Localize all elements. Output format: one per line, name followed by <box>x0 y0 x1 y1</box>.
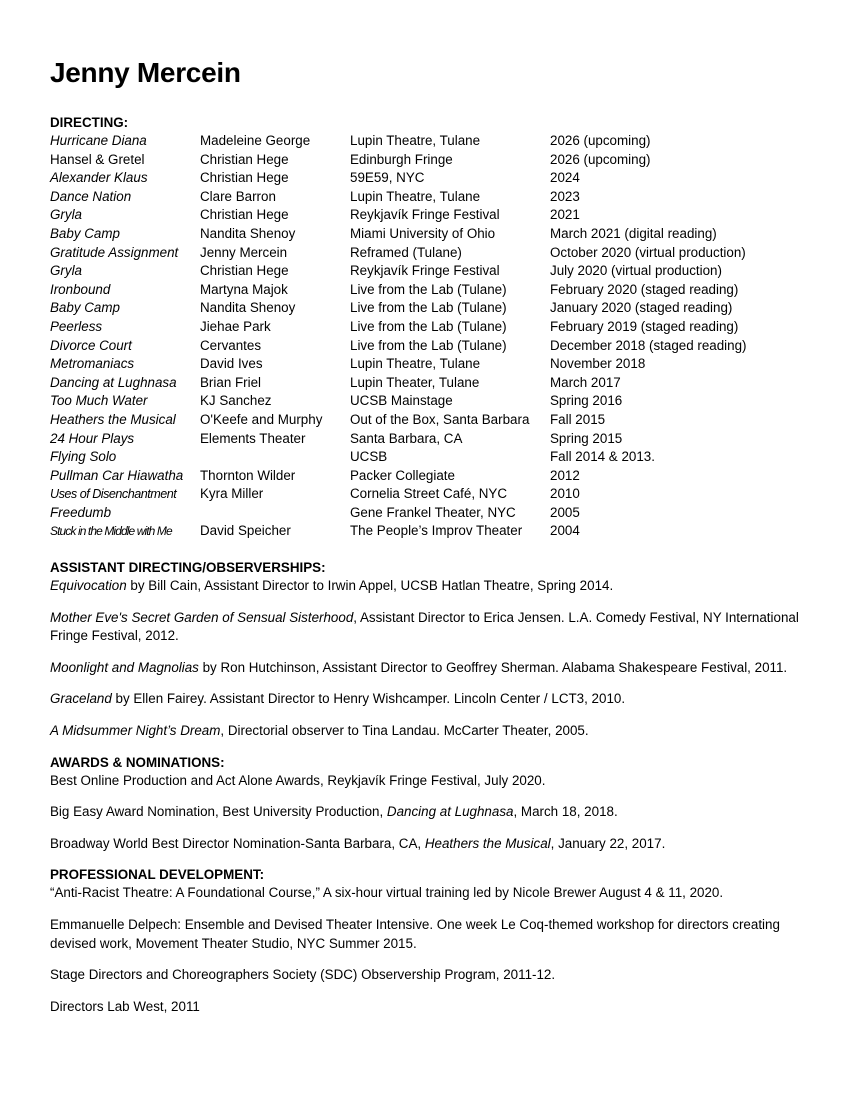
assistant-directing-entry <box>50 722 810 741</box>
production-venue: Out of the Box, Santa Barbara <box>350 411 530 427</box>
production-title: Freedumb <box>50 504 112 520</box>
production-title: Pullman Car Hiawatha <box>50 467 184 483</box>
production-venue: Miami University of Ohio <box>350 225 496 241</box>
entry-details: by Bill Cain, Assistant Director to Irwin Appel, UCSB Hatlan Theatre, Spring 2014. <box>126 578 614 594</box>
directing-row <box>50 188 747 207</box>
directing-row <box>50 262 747 281</box>
production-date: 2026 (upcoming) <box>550 151 651 167</box>
production-writer: Jenny Mercein <box>200 244 288 260</box>
directing-row <box>50 411 747 430</box>
production-date: Spring 2016 <box>550 393 623 409</box>
production-date: July 2020 (virtual production) <box>550 263 722 279</box>
award-entry <box>50 803 810 822</box>
production-date: 2012 <box>550 467 580 483</box>
award-entry <box>50 835 810 854</box>
directing-table <box>50 132 747 541</box>
entry-title: Moonlight and Magnolias <box>50 659 199 675</box>
production-writer: David Ives <box>200 356 263 372</box>
production-title: Hurricane Diana <box>50 133 147 148</box>
award-production: Dancing at Lughnasa <box>386 804 514 820</box>
production-title: Alexander Klaus <box>50 170 148 186</box>
production-venue: 59E59, NYC <box>350 170 425 186</box>
directing-row <box>50 392 747 411</box>
development-entry: Emmanuelle Delpech: Ensemble and Devised Theater Intensive. One week Le Coq-themed workshop for directors creating devised work, Movement Theater Studio, NYC Summer 2015. <box>50 917 780 951</box>
production-title: Metromaniacs <box>50 356 135 372</box>
entry-title: Equivocation <box>50 578 127 594</box>
production-date: 2010 <box>550 486 580 502</box>
production-venue: Lupin Theatre, Tulane <box>350 133 481 148</box>
production-date: 2005 <box>550 504 580 520</box>
production-venue: Lupin Theatre, Tulane <box>350 356 481 372</box>
directing-row <box>50 448 747 467</box>
directing-row <box>50 132 747 151</box>
award-date: , March 18, 2018. <box>513 804 618 820</box>
production-venue: Live from the Lab (Tulane) <box>350 281 507 297</box>
production-venue: UCSB Mainstage <box>350 393 453 409</box>
production-venue: Live from the Lab (Tulane) <box>350 300 507 316</box>
assistant-directing-entry <box>50 690 810 709</box>
production-date: Spring 2015 <box>550 430 623 446</box>
production-date: February 2020 (staged reading) <box>550 281 739 297</box>
resume-name: Jenny Mercein <box>50 57 241 88</box>
professional-development-heading: PROFESSIONAL DEVELOPMENT: <box>50 867 265 883</box>
production-writer: Christian Hege <box>200 170 289 186</box>
assistant-directing-entry <box>50 659 810 678</box>
production-date: October 2020 (virtual production) <box>550 244 746 260</box>
directing-row <box>50 504 747 523</box>
production-venue: Lupin Theater, Tulane <box>350 374 480 390</box>
production-venue: Live from the Lab (Tulane) <box>350 318 507 334</box>
production-writer: Jiehae Park <box>200 318 271 334</box>
production-title: Gryla <box>50 207 82 223</box>
production-title: Baby Camp <box>50 225 120 241</box>
production-writer <box>200 504 350 523</box>
production-title: Too Much Water <box>50 393 148 409</box>
production-title: 24 Hour Plays <box>50 430 135 446</box>
production-date: 2026 (upcoming) <box>550 133 651 148</box>
production-writer: Christian Hege <box>200 207 289 223</box>
entry-details: , Directorial observer to Tina Landau. McCarter Theater, 2005. <box>220 723 589 739</box>
assistant-directing-entry <box>50 609 810 646</box>
production-date: Fall 2014 & 2013. <box>550 449 655 465</box>
directing-row <box>50 374 747 393</box>
entry-details: by Ellen Fairey. Assistant Director to Henry Wishcamper. Lincoln Center / LCT3, 2010. <box>111 691 626 707</box>
production-writer: Cervantes <box>200 337 262 353</box>
production-venue: Reframed (Tulane) <box>350 244 462 260</box>
production-date: 2021 <box>550 207 580 223</box>
entry-title: A Midsummer Night’s Dream <box>50 723 221 739</box>
production-writer: Christian Hege <box>200 263 289 279</box>
production-date: March 2017 <box>550 374 621 390</box>
production-title: Gryla <box>50 263 82 279</box>
entry-title: Graceland <box>50 691 112 707</box>
assistant-directing-heading: ASSISTANT DIRECTING/OBSERVERSHIPS: <box>50 560 326 576</box>
production-writer: Brian Friel <box>200 374 262 390</box>
production-writer <box>200 448 350 467</box>
production-title: Stuck in the Middle with Me <box>50 524 172 539</box>
award-entry <box>50 772 810 791</box>
production-title: Dancing at Lughnasa <box>50 374 177 390</box>
production-writer: Clare Barron <box>200 188 276 204</box>
directing-row <box>50 355 747 374</box>
production-writer: Martyna Majok <box>200 281 288 297</box>
production-date: March 2021 (digital reading) <box>550 225 717 241</box>
directing-row <box>50 281 747 300</box>
production-title: Divorce Court <box>50 337 132 353</box>
production-date: January 2020 (staged reading) <box>550 300 733 316</box>
award-date: , January 22, 2017. <box>550 835 666 851</box>
production-date: 2024 <box>550 170 580 186</box>
production-writer: KJ Sanchez <box>200 393 272 409</box>
directing-row <box>50 337 747 356</box>
production-date: 2004 <box>550 523 580 539</box>
production-writer: Christian Hege <box>200 151 289 167</box>
directing-row <box>50 485 747 504</box>
award-text: Best Online Production and Act Alone Awards, Reykjavík Fringe Festival, July 2020. <box>50 772 546 788</box>
entry-title: Mother Eve's Secret Garden of Sensual Sisterhood <box>50 609 354 625</box>
directing-row <box>50 522 747 541</box>
production-venue: Live from the Lab (Tulane) <box>350 337 507 353</box>
production-date: December 2018 (staged reading) <box>550 337 747 353</box>
production-writer: Nandita Shenoy <box>200 225 296 241</box>
production-writer: Kyra Miller <box>200 486 264 502</box>
production-venue: UCSB <box>350 449 388 465</box>
production-venue: Santa Barbara, CA <box>350 430 463 446</box>
production-date: 2023 <box>550 188 580 204</box>
assistant-directing-list <box>50 577 810 741</box>
production-title: Heathers the Musical <box>50 411 176 427</box>
directing-row <box>50 244 747 263</box>
production-title: Flying Solo <box>50 449 117 465</box>
production-writer: David Speicher <box>200 523 291 539</box>
directing-row <box>50 151 747 170</box>
production-venue: Gene Frankel Theater, NYC <box>350 504 516 520</box>
development-entry: Directors Lab West, 2011 <box>50 998 200 1014</box>
directing-row <box>50 206 747 225</box>
directing-row <box>50 430 747 449</box>
development-entry: “Anti-Racist Theatre: A Foundational Course,” A six-hour virtual training led by Nicole Brewer August 4 & 11, 2020. <box>50 885 724 901</box>
production-date: February 2019 (staged reading) <box>550 318 739 334</box>
production-date: November 2018 <box>550 356 646 372</box>
production-date: Fall 2015 <box>550 411 606 427</box>
award-production: Heathers the Musical <box>424 835 551 851</box>
resume-page <box>50 56 810 1016</box>
directing-row <box>50 169 747 188</box>
award-text: Broadway World Best Director Nomination-Santa Barbara, CA, <box>50 835 425 851</box>
production-title: Uses of Disenchantment <box>50 487 177 502</box>
production-title: Gratitude Assignment <box>50 244 179 260</box>
professional-development-list <box>50 884 810 1016</box>
production-writer: Nandita Shenoy <box>200 300 296 316</box>
production-venue: Lupin Theatre, Tulane <box>350 188 481 204</box>
production-title: Peerless <box>50 318 103 334</box>
production-writer: Thornton Wilder <box>200 467 296 483</box>
production-title: Hansel & Gretel <box>50 151 145 167</box>
directing-heading: DIRECTING: <box>50 115 129 130</box>
award-text: Big Easy Award Nomination, Best University Production, <box>50 804 387 820</box>
awards-list <box>50 772 810 854</box>
production-venue: The People’s Improv Theater <box>350 523 523 539</box>
production-writer: Elements Theater <box>200 430 306 446</box>
production-venue: Edinburgh Fringe <box>350 151 453 167</box>
directing-row <box>50 467 747 486</box>
entry-details: , Assistant Director to Erica Jensen. L.A. Comedy Festival, NY International Fringe Festival, 2012. <box>50 609 799 644</box>
production-venue: Reykjavík Fringe Festival <box>350 207 500 223</box>
directing-row <box>50 299 747 318</box>
directing-row <box>50 318 747 337</box>
production-title: Baby Camp <box>50 300 120 316</box>
development-entry: Stage Directors and Choreographers Society (SDC) Observership Program, 2011-12. <box>50 967 556 983</box>
awards-heading: AWARDS & NOMINATIONS: <box>50 754 225 770</box>
production-title: Ironbound <box>50 281 111 297</box>
production-writer: Madeleine George <box>200 133 311 148</box>
assistant-directing-entry <box>50 577 810 596</box>
production-venue: Reykjavík Fringe Festival <box>350 263 500 279</box>
production-title: Dance Nation <box>50 188 132 204</box>
production-writer: O'Keefe and Murphy <box>200 411 323 427</box>
directing-row <box>50 225 747 244</box>
production-venue: Cornelia Street Café, NYC <box>350 486 508 502</box>
production-venue: Packer Collegiate <box>350 467 455 483</box>
entry-details: by Ron Hutchinson, Assistant Director to Geoffrey Sherman. Alabama Shakespeare Festival, 2011. <box>198 659 788 675</box>
